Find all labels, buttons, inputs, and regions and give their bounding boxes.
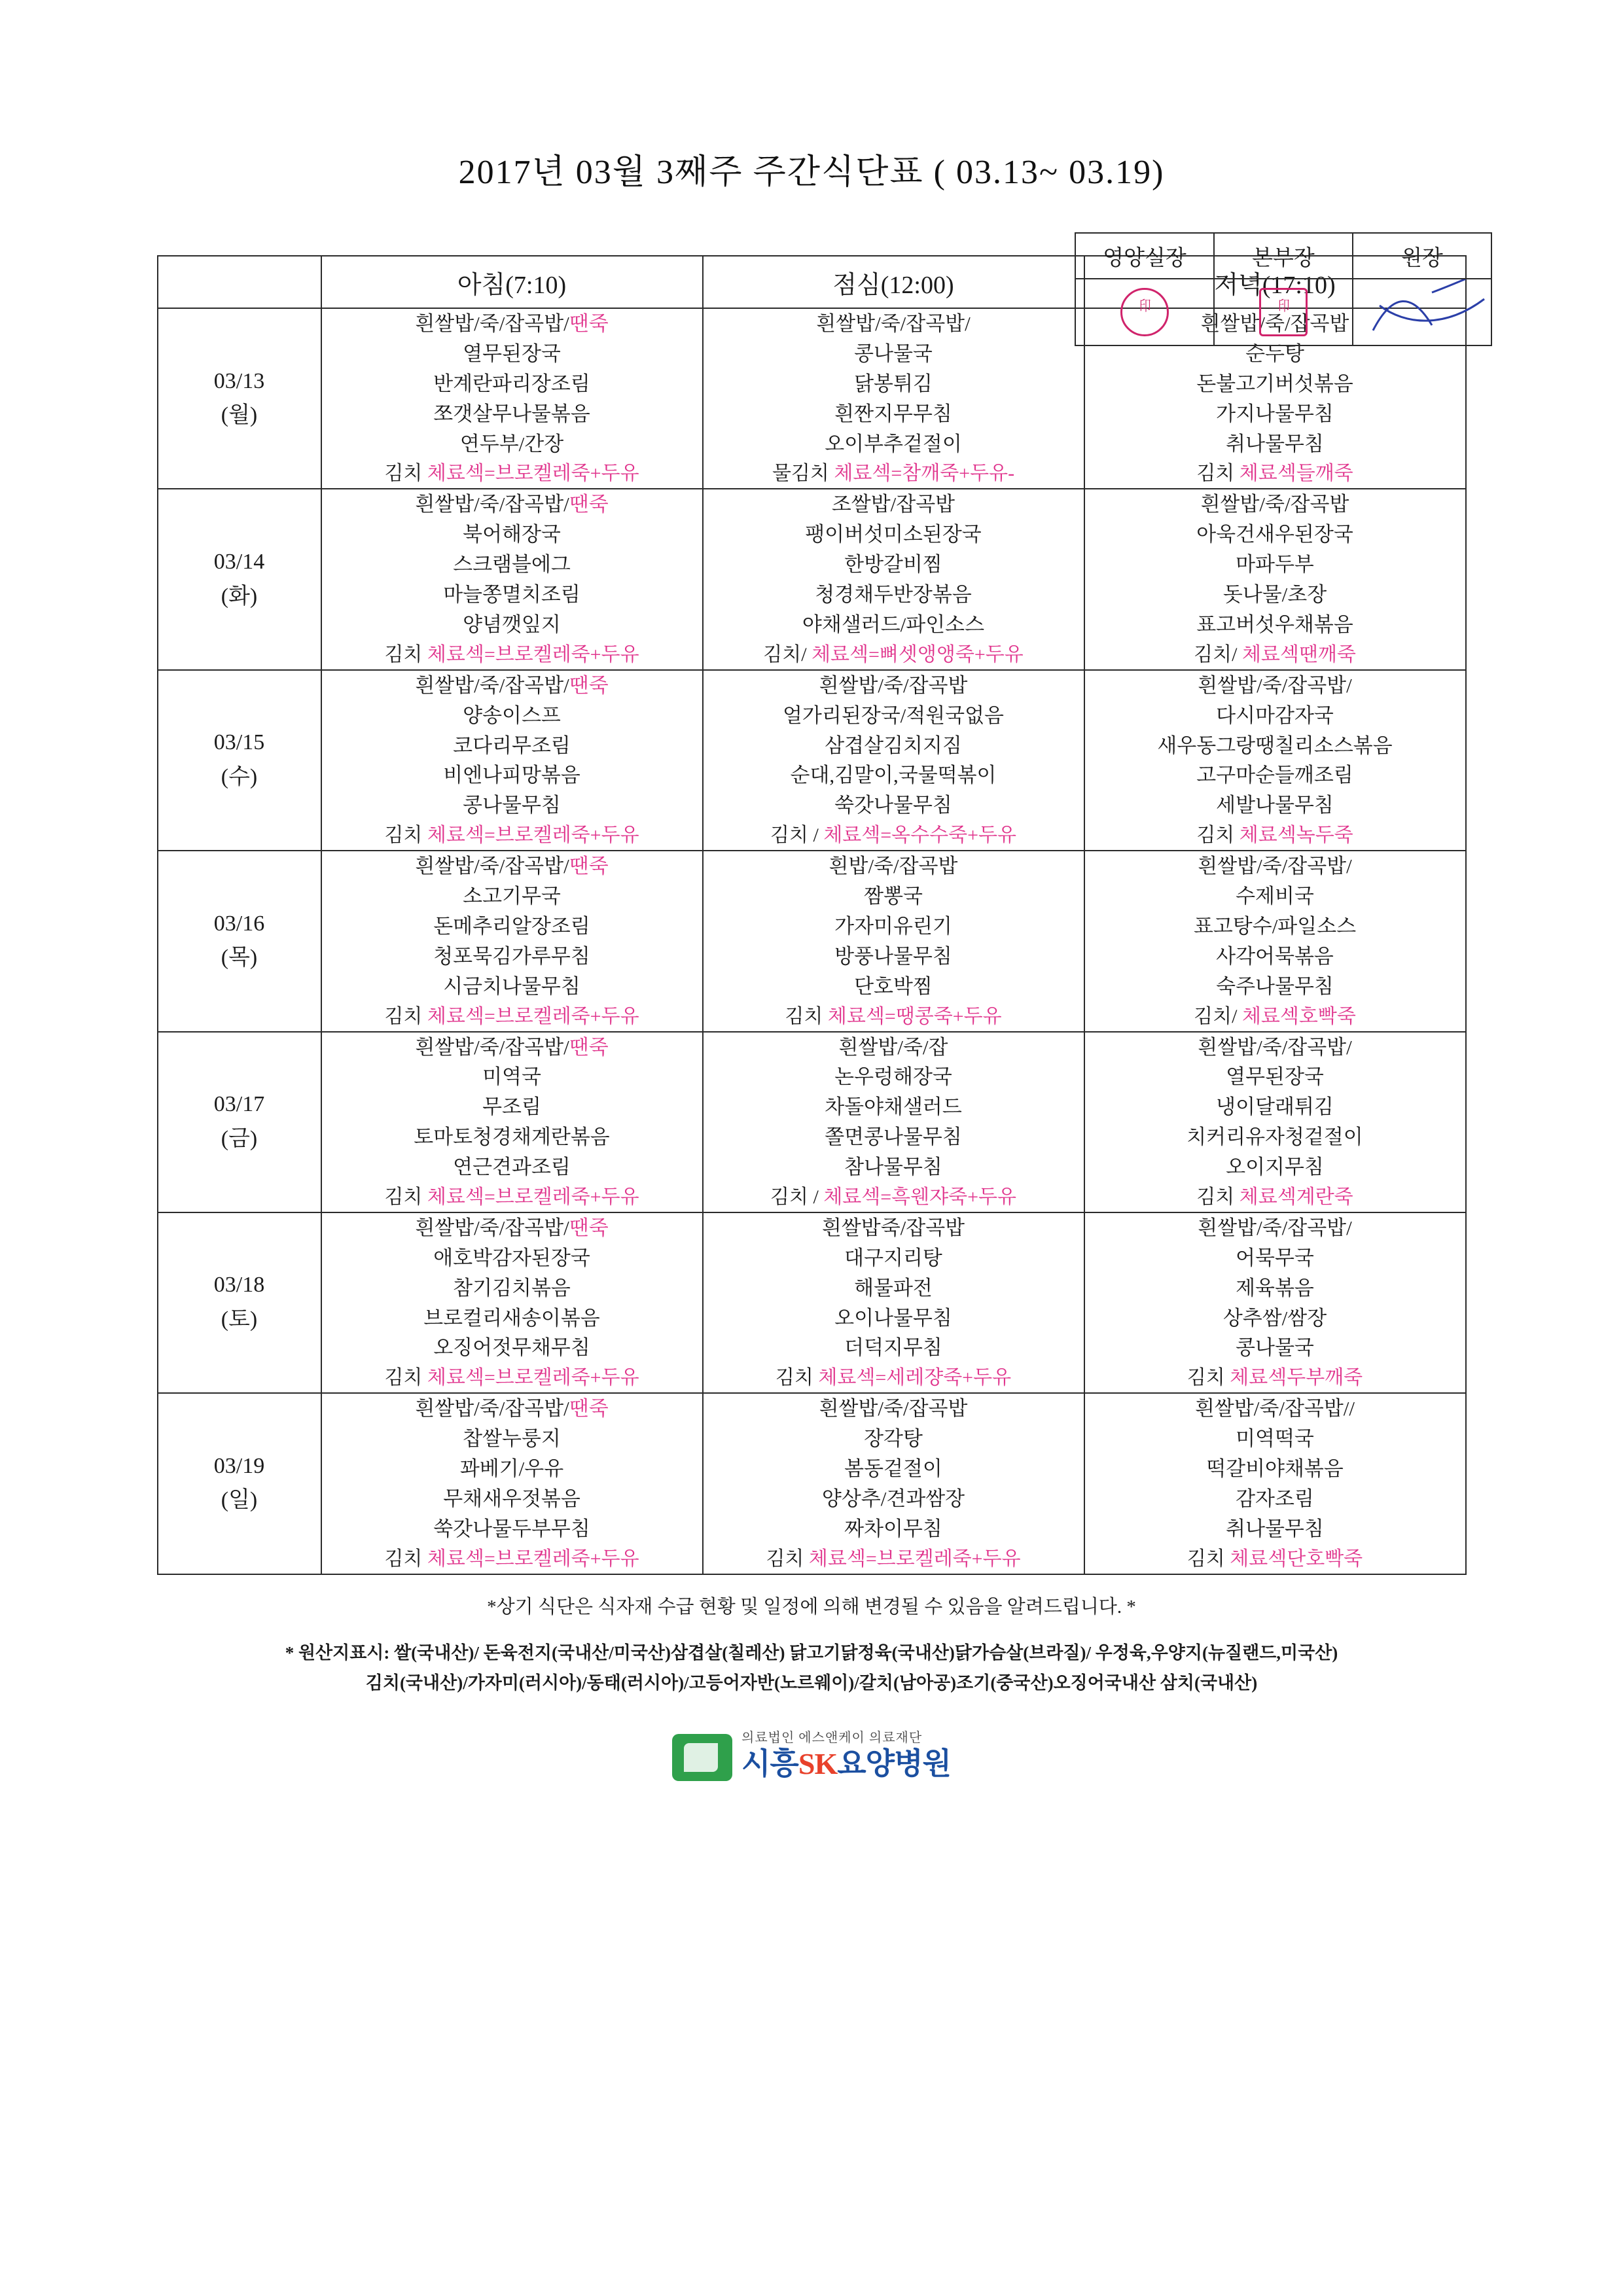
menu-item: 열무된장국 [463, 342, 561, 365]
menu-cell-lunch [703, 1393, 1084, 1574]
table-row [158, 1393, 1466, 1574]
menu-kimchi-line [704, 459, 1084, 488]
therapeutic-diet-note: 체료섹=브로켈레죽+두유 [427, 1005, 639, 1027]
menu-kimchi-line [1085, 640, 1465, 669]
menu-item: 흰쌀밥/죽/잡곡밥/땐죽 [415, 493, 609, 516]
kimchi-label: 김치 [775, 1367, 819, 1389]
therapeutic-diet-note: 체료섹녹두죽 [1239, 824, 1353, 847]
table-row [158, 489, 1466, 669]
menu-item: 단호박찜 [854, 974, 933, 998]
menu-kimchi-line [322, 1363, 702, 1392]
menu-item: 쫄면콩나물무침 [825, 1125, 962, 1149]
stamp-cell-director [1353, 279, 1491, 345]
table-row [158, 1212, 1466, 1393]
approval-title-headquarters: 본부장 [1214, 233, 1353, 279]
menu-item: 쪼갯살무나물볶음 [433, 402, 590, 425]
menu-cell-breakfast [321, 1032, 703, 1212]
therapeutic-diet-note: 체료섹=옥수수죽+두유 [823, 824, 1016, 847]
approval-header-row [1075, 233, 1491, 279]
therapeutic-diet-note: 체료섹계란죽 [1239, 1186, 1353, 1208]
menu-item: 숙주나물무침 [1216, 974, 1334, 998]
menu-cell-lunch [703, 851, 1084, 1031]
kimchi-label: 김치 [384, 463, 427, 485]
menu-item: 흰쌀밥/죽/잡곡밥/땐죽 [415, 855, 609, 878]
menu-item: 브로컬리새송이볶음 [423, 1306, 600, 1330]
menu-cell-breakfast [321, 670, 703, 851]
kimchi-label: 김치 [384, 824, 427, 847]
menu-item: 차돌야채샐러드 [825, 1095, 962, 1119]
menu-cell-lunch [703, 489, 1084, 669]
menu-item: 장각탕 [864, 1427, 923, 1451]
menu-cell-breakfast [321, 308, 703, 489]
menu-item: 흰쌀밥/죽/잡 [838, 1035, 948, 1059]
menu-cell-breakfast [321, 1393, 703, 1574]
menu-item: 해물파전 [854, 1276, 933, 1299]
menu-item: 연근견과조림 [453, 1156, 571, 1178]
menu-item: 흰쌀밥/죽/잡곡밥/ [1198, 855, 1352, 878]
approval-table [1075, 232, 1492, 346]
menu-kimchi-line [1085, 821, 1465, 850]
stamp-cell-nutrition [1075, 279, 1214, 345]
menu-table-body [158, 308, 1466, 1574]
kimchi-label: 김치 [1186, 1547, 1230, 1570]
handwritten-signature-icon [1353, 279, 1491, 345]
menu-item: 제육볶음 [1236, 1276, 1314, 1299]
kimchi-label: 김치 [384, 1367, 427, 1389]
approval-block [1075, 232, 1492, 346]
therapeutic-diet-note: 체료섹=브로켈레죽+두유 [427, 1547, 639, 1570]
kimchi-label: 김치 [384, 1547, 427, 1570]
menu-item: 흰쌀밥/죽/잡곡밥/ [1198, 673, 1352, 697]
menu-item-pink-note: 땐죽 [569, 312, 609, 335]
menu-item: 한방갈비찜 [844, 553, 942, 576]
change-notice: *상기 식단은 식자재 수급 현황 및 일정에 의해 변경될 수 있음을 알려드립니다. * [487, 1596, 1136, 1617]
menu-item: 표고탕수/파일소스 [1193, 914, 1357, 938]
menu-kimchi-line [322, 1544, 702, 1574]
kimchi-label: 김치/ [763, 643, 812, 665]
kimchi-label: 김치 [1196, 1186, 1240, 1208]
menu-kimchi-line [704, 1363, 1084, 1392]
menu-item: 오이나물무침 [834, 1306, 952, 1330]
kimchi-label: 김치 [384, 1005, 427, 1027]
menu-item: 흰쌀밥/죽/잡곡밥/ [1198, 1216, 1352, 1239]
menu-item: 찹쌀누룽지 [463, 1427, 561, 1451]
menu-date: 03/17 [213, 1092, 265, 1116]
weekly-menu-table [157, 255, 1467, 1575]
stamp-cell-headquarters [1214, 279, 1353, 345]
therapeutic-diet-note: 체료섹두부깨죽 [1230, 1367, 1363, 1389]
menu-item: 흰짠지무무침 [834, 402, 952, 425]
menu-item: 짬뽕국 [864, 885, 923, 908]
menu-item: 세발나물무침 [1216, 794, 1334, 817]
menu-item: 아욱건새우된장국 [1196, 523, 1353, 546]
menu-item: 미역국 [482, 1065, 541, 1089]
menu-kimchi-line [1085, 1002, 1465, 1031]
origin-notice [118, 1638, 1505, 1699]
menu-item: 돗나물/초장 [1222, 583, 1327, 606]
menu-item: 야채샐러드/파인소스 [802, 612, 985, 636]
therapeutic-diet-note: 체료섹땐깨죽 [1241, 643, 1356, 665]
menu-date: 03/16 [213, 911, 265, 936]
menu-cell-lunch [703, 308, 1084, 489]
menu-item: 흰쌀밥/죽/잡곡밥// [1194, 1397, 1355, 1421]
menu-item: 흰쌀밥/죽/잡곡밥/땐죽 [415, 1035, 609, 1059]
hospital-logo [118, 1731, 1505, 1781]
menu-item: 흰쌀밥/죽/잡곡밥/땐죽 [415, 673, 609, 697]
menu-item: 순대,김말이,국물떡볶이 [790, 764, 997, 787]
menu-kimchi-line [704, 1182, 1084, 1212]
menu-date: 03/15 [213, 730, 265, 755]
menu-item-pink-note: 땐죽 [569, 1397, 609, 1421]
menu-kimchi-line [322, 821, 702, 850]
menu-cell-dinner [1084, 489, 1466, 669]
therapeutic-diet-note: 체료섹=흑웬쟈죽+두유 [823, 1186, 1016, 1208]
menu-cell-dinner [1084, 1393, 1466, 1574]
menu-cell-breakfast [321, 489, 703, 669]
menu-item: 오징어젓무채무침 [433, 1336, 590, 1360]
header-breakfast: 아침(7:10) [321, 256, 703, 308]
menu-item: 얼가리된장국/적원국없음 [782, 703, 1005, 727]
menu-item: 고구마순들깨조림 [1196, 764, 1353, 787]
menu-item: 대구지리탕 [844, 1246, 942, 1269]
menu-date-cell [158, 670, 321, 851]
therapeutic-diet-note: 체료섹=브로켈레죽+두유 [427, 463, 639, 485]
therapeutic-diet-note: 체료섹=브로켈레죽+두유 [427, 824, 639, 847]
table-row [158, 1032, 1466, 1212]
menu-item: 취나물무침 [1226, 432, 1324, 455]
menu-item: 참기김치볶음 [453, 1276, 571, 1299]
menu-item-pink-note: 땐죽 [569, 1035, 609, 1059]
menu-item: 흰쌀밥/죽/잡곡밥/ [1198, 1035, 1352, 1059]
menu-item: 방풍나물무침 [834, 944, 952, 968]
menu-kimchi-line [704, 1002, 1084, 1031]
menu-date-cell [158, 1393, 321, 1574]
seal-stamp-icon: 印 [1259, 288, 1308, 336]
menu-weekday: (화) [221, 584, 258, 609]
menu-item: 돈불고기버섯볶음 [1196, 372, 1353, 395]
menu-cell-lunch [703, 1032, 1084, 1212]
header-date [158, 256, 321, 308]
menu-date: 03/19 [213, 1453, 265, 1478]
therapeutic-diet-note: 체료섹=브로켈레죽+두유 [427, 1367, 639, 1389]
menu-item: 상추쌈/쌈장 [1222, 1306, 1327, 1330]
menu-item: 흰쌀밥/죽/잡곡밥 [819, 1397, 968, 1421]
menu-kimchi-line [1085, 459, 1465, 488]
therapeutic-diet-note: 체료섹=뼈셋앵앵죽+두유 [812, 643, 1024, 665]
menu-item: 청포묵김가루무침 [433, 944, 590, 968]
menu-item: 마파두부 [1236, 553, 1314, 576]
logo-foundation-name: 의료법인 에스앤케이 의료재단 [741, 1731, 923, 1746]
kimchi-label: 김치 [1196, 463, 1240, 485]
menu-date-cell [158, 851, 321, 1031]
menu-item: 양송이스프 [463, 703, 561, 727]
therapeutic-diet-note: 체료섹=브로켈레죽+두유 [427, 1186, 639, 1208]
menu-weekday: (금) [221, 1126, 258, 1151]
logo-city: 시흥 [741, 1747, 798, 1781]
menu-item: 닭봉튀김 [854, 372, 933, 395]
therapeutic-diet-note: 체료섹=땡콩죽+두유 [827, 1005, 1002, 1027]
menu-item: 코다리무조림 [453, 733, 571, 757]
menu-date: 03/13 [213, 368, 265, 393]
menu-kimchi-line [322, 1002, 702, 1031]
menu-item: 쑥갓나물무침 [834, 794, 952, 817]
menu-kimchi-line [1085, 1363, 1465, 1392]
kimchi-label: 김치/ [1194, 643, 1242, 665]
menu-item: 흰쌀밥/죽/잡곡밥/땐죽 [415, 312, 609, 335]
menu-item: 흰쌀밥/죽/잡곡밥 [1200, 312, 1349, 335]
menu-item: 오이부추겉절이 [825, 432, 962, 455]
menu-kimchi-line [704, 640, 1084, 669]
menu-item: 미역떡국 [1236, 1427, 1314, 1451]
approval-title-nutrition: 영양실장 [1075, 233, 1214, 279]
menu-item: 흰쌀밥/죽/잡곡밥 [1200, 493, 1349, 516]
kimchi-label: 김치 [785, 1005, 828, 1027]
menu-item: 봄동겉절이 [844, 1457, 942, 1480]
menu-item: 반계란파리장조림 [433, 372, 590, 395]
menu-item-pink-note: 땐죽 [569, 855, 609, 878]
menu-weekday: (토) [221, 1307, 258, 1332]
logo-text [741, 1731, 951, 1781]
menu-item: 참나물무침 [844, 1156, 942, 1178]
logo-mark-icon [672, 1734, 732, 1781]
menu-item: 냉이달래튀김 [1216, 1095, 1334, 1119]
header-dinner: 저녁(17:10) [1084, 256, 1466, 308]
menu-item: 쑥갓나물두부무침 [433, 1517, 590, 1540]
logo-sk: SK [798, 1747, 838, 1781]
menu-cell-breakfast [321, 851, 703, 1031]
menu-item: 애호박감자된장국 [433, 1246, 590, 1269]
therapeutic-diet-note: 체료섹=참깨죽+두유- [834, 463, 1015, 485]
menu-date: 03/18 [213, 1273, 265, 1298]
menu-item: 다시마감자국 [1216, 703, 1334, 727]
origin-line-1: * 원산지표시: 쌀(국내산)/ 돈육전지(국내산/미국산)삼겹살(칠레산) 닭고기닭정육(국내산)닭가슴살(브라질)/ 우정육,우양지(뉴질랜드,미국산) [285, 1642, 1338, 1663]
kimchi-label: 김치 / [770, 824, 824, 847]
menu-item: 가자미유린기 [834, 914, 952, 938]
menu-kimchi-line [322, 1182, 702, 1212]
menu-item: 흰쌀밥/죽/잡곡밥/땐죽 [415, 1216, 609, 1239]
menu-item: 돈메추리알장조림 [433, 914, 590, 938]
menu-date-cell [158, 308, 321, 489]
menu-item: 흰쌀밥/죽/잡곡밥 [819, 673, 968, 697]
menu-item: 가지나물무침 [1216, 402, 1334, 425]
menu-weekday: (월) [221, 403, 258, 428]
menu-date-cell [158, 489, 321, 669]
menu-item: 논우렁해장국 [834, 1065, 952, 1089]
menu-item: 감자조림 [1236, 1487, 1314, 1510]
menu-item: 연두부/간장 [459, 432, 564, 455]
menu-item-pink-note: 땐죽 [569, 1216, 609, 1239]
kimchi-label: 김치 [766, 1547, 809, 1570]
menu-item: 조쌀밥/잡곡밥 [831, 493, 955, 516]
menu-cell-breakfast [321, 1212, 703, 1393]
logo-hospital-name [741, 1748, 951, 1781]
menu-item: 콩나물무침 [463, 794, 561, 817]
therapeutic-diet-note: 체료섹호빡죽 [1241, 1005, 1356, 1027]
menu-weekday: (수) [221, 764, 258, 789]
menu-item: 콩나물국 [854, 342, 933, 365]
menu-kimchi-line [322, 459, 702, 488]
logo-suffix: 요양병원 [837, 1747, 951, 1781]
page-title: 2017년 03월 3째주 주간식단표 ( 03.13~ 03.19) [458, 154, 1165, 191]
menu-item: 오이지무침 [1226, 1156, 1324, 1178]
menu-item: 수제비국 [1236, 885, 1314, 908]
menu-item: 시금치나물무침 [443, 974, 580, 998]
menu-cell-dinner [1084, 670, 1466, 851]
menu-date-cell [158, 1032, 321, 1212]
kimchi-label: 김치 [384, 1186, 427, 1208]
table-row [158, 851, 1466, 1031]
menu-kimchi-line [704, 1544, 1084, 1574]
origin-line-2: 김치(국내산)/가자미(러시아)/동태(러시아)/고등어자반(노르웨이)/갈치(남아공)조기(중국산)오징어국내산 삼치(국내산) [365, 1672, 1258, 1693]
kimchi-label: 김치 [384, 643, 427, 665]
menu-kimchi-line [704, 821, 1084, 850]
kimchi-label: 물김치 [772, 463, 834, 485]
menu-kimchi-line [1085, 1544, 1465, 1574]
menu-item: 비엔나피망볶음 [443, 764, 580, 787]
menu-date-cell [158, 1212, 321, 1393]
menu-item: 흰밥/죽/잡곡밥 [829, 855, 958, 878]
kimchi-label: 김치 / [770, 1186, 824, 1208]
menu-cell-dinner [1084, 851, 1466, 1031]
menu-item: 꽈베기/우유 [459, 1457, 564, 1480]
menu-item: 소고기무국 [463, 885, 561, 908]
menu-item: 흰쌀밥죽/잡곡밥 [821, 1216, 965, 1239]
kimchi-label: 김치 [1196, 824, 1240, 847]
menu-item: 삼겹살김치지짐 [825, 733, 962, 757]
menu-cell-dinner [1084, 1212, 1466, 1393]
menu-date: 03/14 [213, 549, 265, 574]
menu-item: 팽이버섯미소된장국 [805, 523, 982, 546]
menu-item: 북어해장국 [463, 523, 561, 546]
menu-cell-lunch [703, 1212, 1084, 1393]
menu-item: 순두탕 [1245, 342, 1304, 365]
header-lunch: 점심(12:00) [703, 256, 1084, 308]
menu-item: 사각어묵볶음 [1216, 944, 1334, 968]
menu-item: 열무된장국 [1226, 1065, 1324, 1089]
seal-stamp-icon: 印 [1120, 288, 1169, 336]
menu-item: 청경채두반장볶음 [815, 583, 972, 606]
menu-weekday: (목) [221, 945, 258, 970]
menu-item: 무채새우젓볶음 [443, 1487, 580, 1510]
therapeutic-diet-note: 체료섹=세레쟝죽+두유 [818, 1367, 1012, 1389]
kimchi-label: 김치 [1186, 1367, 1230, 1389]
menu-item: 흰쌀밥/죽/잡곡밥/ [816, 312, 971, 335]
menu-item: 새우동그랑땡칠리소스볶음 [1157, 733, 1393, 757]
menu-item: 짜차이무침 [844, 1517, 942, 1540]
approval-stamp-row [1075, 279, 1491, 345]
approval-title-director: 원장 [1353, 233, 1491, 279]
kimchi-label: 김치/ [1194, 1005, 1242, 1027]
menu-item-pink-note: 땐죽 [569, 673, 609, 697]
menu-item: 스크램블에그 [453, 553, 571, 576]
menu-item: 취나물무침 [1226, 1517, 1324, 1540]
menu-item: 양상추/견과쌈장 [821, 1487, 965, 1510]
menu-item: 흰쌀밥/죽/잡곡밥/땐죽 [415, 1397, 609, 1421]
therapeutic-diet-note: 체료섹=브로켈레죽+두유 [808, 1547, 1021, 1570]
menu-item: 콩나물국 [1236, 1336, 1314, 1360]
menu-item: 치커리유자청겉절이 [1186, 1125, 1363, 1149]
menu-item: 무조림 [482, 1095, 541, 1119]
menu-item: 표고버섯우채볶음 [1196, 612, 1353, 636]
menu-kimchi-line [322, 640, 702, 669]
therapeutic-diet-note: 체료섹들깨죽 [1239, 463, 1353, 485]
menu-item: 떡갈비야채볶음 [1206, 1457, 1344, 1480]
therapeutic-diet-note: 체료섹단호빡죽 [1230, 1547, 1363, 1570]
menu-item-pink-note: 땐죽 [569, 493, 609, 516]
menu-item: 마늘쫑멸치조림 [443, 583, 580, 606]
menu-item: 양념깻잎지 [463, 612, 561, 636]
menu-kimchi-line [1085, 1182, 1465, 1212]
table-row [158, 670, 1466, 851]
menu-cell-dinner [1084, 1032, 1466, 1212]
menu-weekday: (일) [221, 1488, 258, 1513]
menu-item: 토마토청경채계란볶음 [414, 1125, 610, 1149]
menu-item: 더덕지무침 [844, 1336, 942, 1360]
menu-cell-lunch [703, 670, 1084, 851]
menu-item: 어묵무국 [1236, 1246, 1314, 1269]
therapeutic-diet-note: 체료섹=브로켈레죽+두유 [427, 643, 639, 665]
